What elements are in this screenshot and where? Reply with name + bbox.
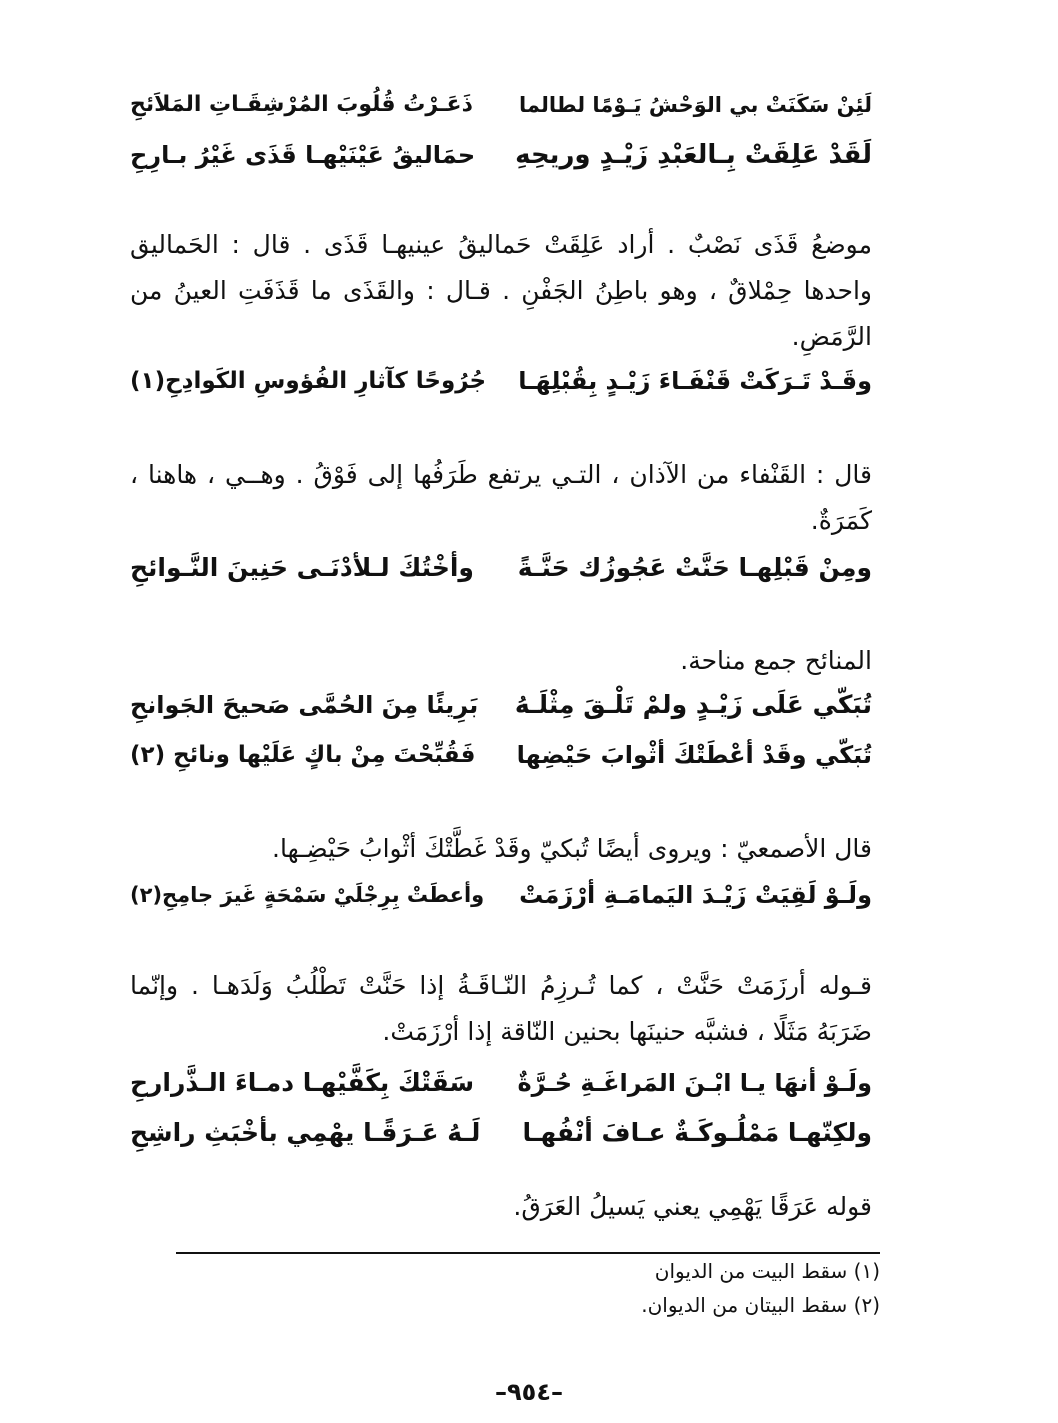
verse-second-hemistich: ذَعَـرْتُ قُلُوبَ المُرْشِقَـاتِ المَلاَئحِ (130, 92, 473, 117)
verse-first-hemistich: ولَـوْ لَقِيَتْ زَيْـدَ اليَمامَـةِ أرْزَمَتْ (519, 881, 872, 909)
commentary-5 (130, 963, 872, 1055)
verse-second-hemistich: وأعطَتْ بِرِجْلَيْ سَمْحَةٍ غَيرَ جامِحِ(٢) (130, 883, 485, 907)
verse-second-hemistich: فَقُبِّحْتَ مِنْ باكٍ عَلَيْها ونائحِ (٢) (130, 742, 476, 768)
verse-line (130, 1058, 872, 1108)
verse-second-hemistich: سَقَتْكَ بِكَفَّيْهـا دمـاءَ الـذَّرارحِ (130, 1068, 475, 1097)
verse-first-hemistich: ولكِنّهـا مَمْلُـوكَـةٌ عـافَ أنْفُهـا (522, 1118, 872, 1147)
verse-first-hemistich: تُبَكّي وقَدْ أعْطَتْكَ أثْوابَ حَيْضِها (516, 741, 872, 769)
verse-line (130, 680, 872, 730)
verse-second-hemistich: بَرِيئًا مِنَ الحُمَّى صَحيحَ الجَوانحِ (130, 691, 479, 719)
verse-second-hemistich: جُرُوحًا كآثارِ الفُؤوسِ الكَوادِحِ(١) (130, 368, 487, 394)
verse-first-hemistich: وقَـدْ تَـرَكَتْ قَنْفَـاءَ زَيْـدٍ بِقُبْلِهَـا (518, 367, 872, 395)
commentary-2 (130, 452, 872, 544)
verse-line (130, 1108, 872, 1158)
verse-group-5 (130, 870, 872, 920)
commentary-paragraph: قـوله أرزَمَتْ حَنَّتْ ، كما تُـرزِمُ النّـاقَـةُ إذا حَنَّتْ تَطْلُبُ وَلَدَهـا . وإنّما ضَرَبَهُ مَثَلًا ، فشبَّه حنينَها بحنين النّاقة إذا أرْزَمَتْ. (130, 971, 872, 1046)
verse-first-hemistich: ولَـوْ أنهَا يـا ابْـنَ المَراغَـةِ حُـرَّةٌ (517, 1069, 872, 1097)
verse-line (130, 543, 872, 593)
verse-first-hemistich: تُبَكّي عَلَى زَيْـدٍ ولمْ تَلْـقَ مِثْلَـهُ (514, 690, 872, 719)
verse-group-1 (130, 80, 872, 180)
verse-group-2 (130, 356, 872, 406)
commentary-1 (130, 222, 872, 360)
verse-first-hemistich: لَئِنْ سَكَنَتْ بي الوَحْشُ يَـوْمًا لطالما (519, 93, 872, 117)
footnote-separator (176, 1252, 880, 1254)
verse-second-hemistich: وأخْتُكَ لـلأدْنَـى حَنِينَ النَّـوائحِ (130, 553, 474, 582)
verse-line (130, 730, 872, 780)
commentary-6 (130, 1184, 872, 1230)
verse-second-hemistich: لَـهُ عَـرَقًـا يهْمِي بأخْبَثِ راشِحِ (130, 1118, 481, 1147)
verse-line (130, 80, 872, 130)
commentary-paragraph: المنائح جمع مناحة. (680, 646, 872, 675)
verse-line (130, 870, 872, 920)
footnote-2: (٢) سقط البيتان من الديوان. (641, 1293, 880, 1317)
page-number: –٩٥٤– (495, 1378, 563, 1406)
verse-group-6 (130, 1058, 872, 1158)
verse-second-hemistich: حمَاليقُ عَيْنَيْهـا قَذَى غَيْرُ بـارِحِ (130, 141, 476, 169)
commentary-paragraph: قال : القَنْفاء من الآذان ، التـي يرتفع طَرَفُها إلى فَوْقُ . وهــي ، هاهنا ، كَمَرَةٌ. (130, 460, 872, 535)
commentary-4 (130, 826, 872, 872)
verse-first-hemistich: لَقَدْ عَلِقَتْ بِـالعَبْدِ زَيْـدٍ وريحِهِ (515, 140, 872, 170)
verse-line (130, 130, 872, 180)
footnote-1: (١) سقط البيت من الديوان (654, 1259, 880, 1283)
commentary-paragraph: قوله عَرَقًا يَهْمِي يعني يَسيلُ العَرَقُ. (513, 1192, 872, 1221)
commentary-paragraph: موضعُ قَذَى نَصْبٌ . أراد عَلِقَتْ حَماليقُ عينيهـا قَذَى . قال : الحَماليق واحدها حِمْلاقٌ ، وهو باطِنُ الجَفْنِ . قـال : والقَذَى ما قَذَفَتِ العينُ من الرَّمَضِ. (130, 230, 872, 351)
commentary-3 (130, 638, 872, 684)
verse-group-3 (130, 543, 872, 593)
verse-group-4 (130, 680, 872, 780)
commentary-paragraph: قال الأصمعيّ : ويروى أيضًا تُبكيّ وقَدْ غَطَّتْكَ أثْوابُ حَيْضِـها. (272, 834, 872, 863)
verse-line (130, 356, 872, 406)
verse-first-hemistich: ومِنْ قَبْلِهـا حَنَّتْ عَجُوزُك حَنَّـةً (517, 553, 872, 582)
